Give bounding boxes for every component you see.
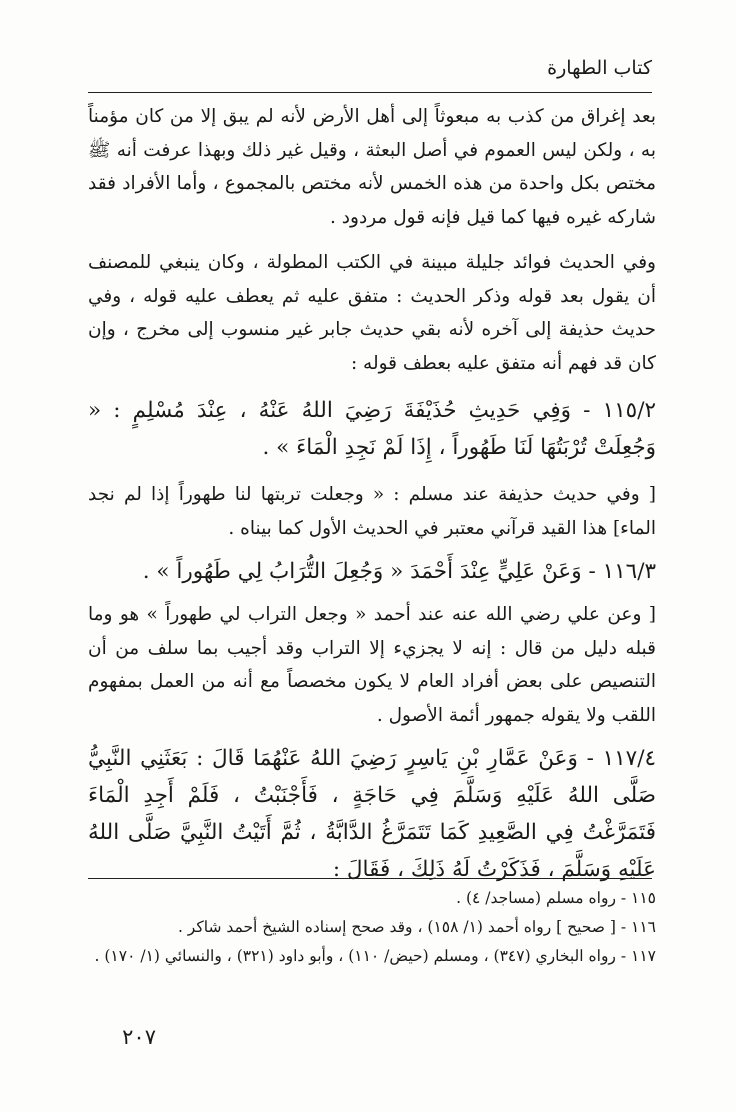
paragraph-commentary: [ وعن علي رضي الله عنه عند أحمد « وجعل التراب لي طهوراً » هو وما قبله دليل من قال : إنه لا يجزيء إلا التراب وقد أجيب بما سلف من أن التنصيص على بعض أفراد العام لا يكون مخصصاً مع أنه من العمل بمفهوم اللقب ولا يقوله جمهور أئمة الأصول . [88, 604, 656, 726]
hadith-117: ١١٧/٤ - وَعَنْ عَمَّارِ بْنِ يَاسِرٍ رَضِيَ اللهُ عَنْهُمَا قَالَ : بَعَثَنِي النَّبِيُّ صَلَّى اللهُ عَلَيْهِ وَسَلَّمَ فِي حَاجَةٍ ، فَأَجْنَبْتُ ، فَلَمْ أَجِدِ الْمَاءَ فَتَمَرَّغْتُ فِي الصَّعِيدِ كَمَا تَتَمَرَّغُ الدَّابَّةُ ، ثُمَّ أَتَيْتُ النَّبِيَّ صَلَّى اللهُ عَلَيْهِ وَسَلَّمَ ، فَذَكَرْتُ لَهُ ذَلِكَ ، فَقَالَ : [88, 746, 656, 882]
footnote-115: ١١٥ - رواه مسلم (مساجد/ ٤) . [456, 889, 656, 907]
footnote-116: ١١٦ - [ صحيح ] رواه أحمد (١/ ١٥٨) ، وقد صحح إسناده الشيخ أحمد شاكر . [177, 918, 656, 936]
paragraph-commentary: [ وفي حديث حذيفة عند مسلم : « وجعلت تربتها لنا طهوراً إذا لم نجد الماء] هذا القيد قرآني معتبر في الحديث الأول كما بيناه . [88, 484, 656, 539]
header-rule [88, 92, 652, 93]
footnote-117: ١١٧ - رواه البخاري (٣٤٧) ، ومسلم (حيض/ ١١٠) ، وأبو داود (٣٢١) ، والنسائي (١/ ١٧٠) . [94, 947, 656, 965]
paragraph-commentary: بعد إغراق من كذب به مبعوثاً إلى أهل الأرض لأنه لم يبق إلا من كان مؤمناً به ، ولكن ليس العموم في أصل البعثة ، وقيل غير ذلك وبهذا عرفت أنه ﷺ مختص بكل واحدة من هذه الخمس لأنه مختص بالمجموع ، وأما الأفراد فقد شاركه غيره فيها كما قيل فإنه قول مردود . [88, 106, 657, 228]
hadith-115: ١١٥/٢ - وَفِي حَدِيثِ حُذَيْفَةَ رَضِيَ اللهُ عَنْهُ ، عِنْدَ مُسْلِمٍ : « وَجُعِلَتْ تُرْبَتُهَا لَنَا طَهُوراً ، إِذَا لَمْ نَجِدِ الْمَاءَ » . [88, 398, 656, 460]
running-title: كتاب الطهارة [547, 57, 652, 79]
page-number: ٢٠٧ [122, 1025, 156, 1049]
paragraph-commentary: وفي الحديث فوائد جليلة مبينة في الكتب المطولة ، وكان ينبغي للمصنف أن يقول بعد قوله وذكر الحديث : متفق عليه ثم يعطف عليه قوله ، وفي حديث حذيفة إلى آخره لأنه بقي حديث جابر غير منسوب إلى مخرج ، وإن كان قد فهم أنه متفق عليه بعطف قوله : [88, 252, 656, 374]
footnote-rule [88, 878, 652, 879]
footnotes [88, 884, 656, 971]
hadith-116: ١١٦/٣ - وَعَنْ عَلِيٍّ عِنْدَ أَحْمَدَ « وَجُعِلَ التُّرَابُ لِي طَهُوراً » . [142, 559, 656, 584]
main-text [88, 100, 656, 888]
